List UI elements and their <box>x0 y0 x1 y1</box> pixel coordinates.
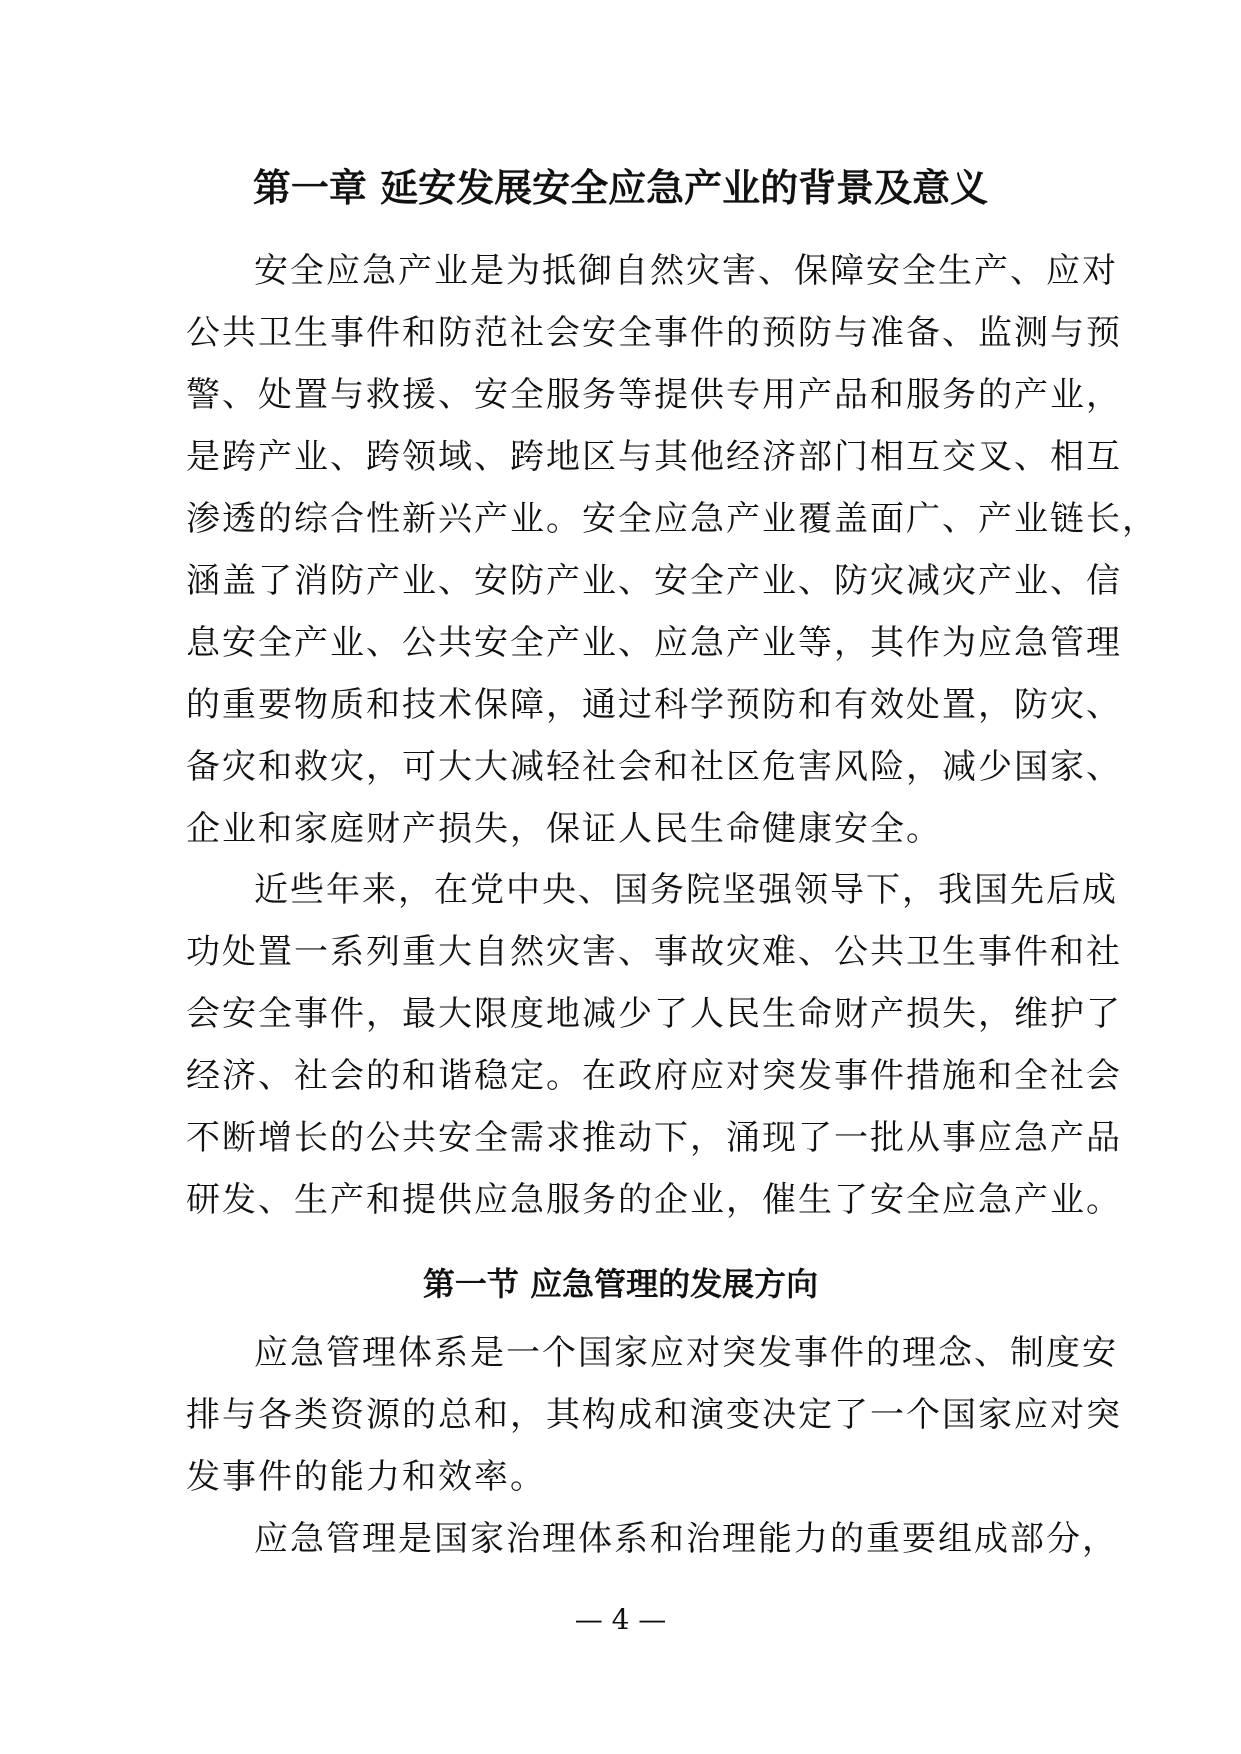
paragraph-2 <box>186 859 1122 1231</box>
paragraph-line: 应急管理是国家治理体系和治理能力的重要组成部分， <box>254 1519 1118 1559</box>
chapter-title: 第一章 延安发展安全应急产业的背景及意义 <box>252 166 989 210</box>
paragraph-line: 安全应急产业是为抵御自然灾害、保障安全生产、应对 <box>254 251 1118 291</box>
paragraph-line: 发事件的能力和效率。 <box>186 1457 546 1497</box>
paragraph-4 <box>186 1508 1118 1570</box>
paragraph-line: 的重要物质和技术保障，通过科学预防和有效处置，防灾、 <box>186 685 1122 725</box>
paragraph-line: 功处置一系列重大自然灾害、事故灾难、公共卫生事件和社 <box>186 932 1122 972</box>
page-number: — 4 — <box>574 1603 667 1636</box>
paragraph-line: 息安全产业、公共安全产业、应急产业等，其作为应急管理 <box>186 623 1122 663</box>
paragraph-line: 不断增长的公共安全需求推动下，涌现了一批从事应急产品 <box>186 1118 1122 1158</box>
paragraph-line: 是跨产业、跨领域、跨地区与其他经济部门相互交叉、相互 <box>186 437 1122 477</box>
paragraph-line: 排与各类资源的总和，其构成和演变决定了一个国家应对突 <box>186 1395 1122 1435</box>
paragraph-line: 备灾和救灾，可大大减轻社会和社区危害风险，减少国家、 <box>186 747 1122 787</box>
section-title: 第一节 应急管理的发展方向 <box>422 1265 819 1303</box>
paragraph-line: 经济、社会的和谐稳定。在政府应对突发事件措施和全社会 <box>186 1056 1122 1096</box>
paragraph-line: 会安全事件，最大限度地减少了人民生命财产损失，维护了 <box>186 994 1122 1034</box>
paragraph-line: 警、处置与救援、安全服务等提供专用产品和服务的产业， <box>186 375 1122 415</box>
paragraph-3 <box>186 1322 1122 1508</box>
paragraph-line: 应急管理体系是一个国家应对突发事件的理念、制度安 <box>254 1333 1118 1373</box>
paragraph-line: 公共卫生事件和防范社会安全事件的预防与准备、监测与预 <box>186 313 1122 353</box>
paragraph-1 <box>186 240 1158 860</box>
paragraph-line: 渗透的综合性新兴产业。安全应急产业覆盖面广、产业链长， <box>186 499 1158 539</box>
paragraph-line: 近些年来，在党中央、国务院坚强领导下，我国先后成 <box>254 870 1118 910</box>
paragraph-line: 研发、生产和提供应急服务的企业，催生了安全应急产业。 <box>186 1180 1122 1220</box>
paragraph-line: 涵盖了消防产业、安防产业、安全产业、防灾减灾产业、信 <box>186 561 1122 601</box>
paragraph-line: 企业和家庭财产损失，保证人民生命健康安全。 <box>186 809 942 849</box>
